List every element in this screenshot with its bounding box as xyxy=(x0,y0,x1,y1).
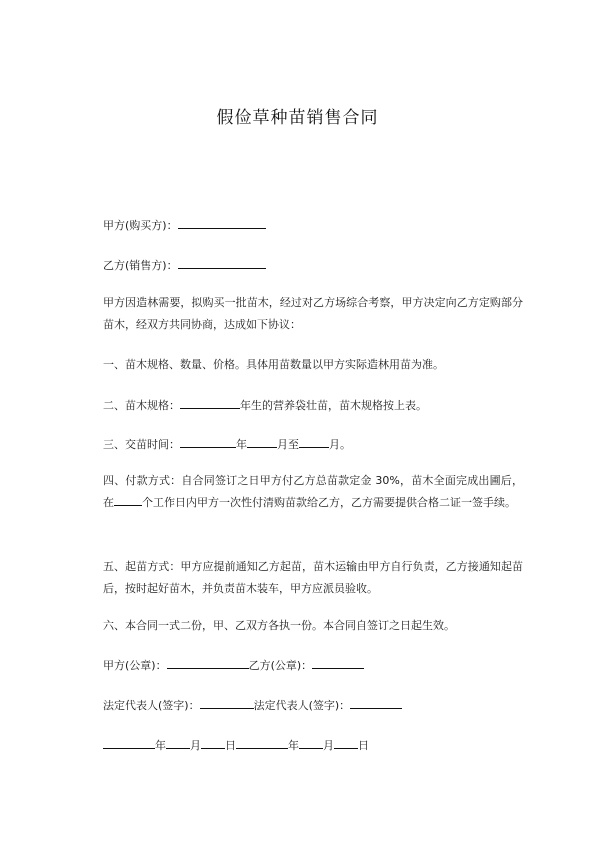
clause-3-month-end: 月。 xyxy=(329,438,351,451)
date-b-day: 日 xyxy=(358,739,369,752)
clause-4-blank xyxy=(114,495,142,506)
seal-a-label: 甲方(公章)： xyxy=(103,659,167,672)
party-b-label: 乙方(销售方)： xyxy=(103,259,178,272)
clause-2 xyxy=(103,398,427,412)
clause-3-year: 年 xyxy=(236,438,247,451)
seal-b-label: 乙方(公章)： xyxy=(248,659,313,672)
party-b-blank xyxy=(178,258,266,269)
party-b-line xyxy=(103,258,266,272)
rep-a-blank xyxy=(200,698,254,709)
party-a-line xyxy=(103,218,266,232)
date-b-month: 月 xyxy=(323,739,334,752)
clause-3-month-to: 月至 xyxy=(277,438,299,451)
clause-2-prefix: 二、苗木规格： xyxy=(103,399,180,412)
seal-line xyxy=(103,658,364,672)
date-b-day-blank xyxy=(334,738,358,749)
party-a-blank xyxy=(178,218,266,229)
clause-6: 六、本合同一式二份，甲、乙双方各执一份。本合同自签订之日起生效。 xyxy=(103,619,455,632)
date-b-year: 年 xyxy=(288,739,299,752)
rep-line xyxy=(103,698,402,712)
clause-3-year-blank xyxy=(180,437,236,448)
clause-4-part2: 个工作日内甲方一次性付清购苗款给乙方，乙方需要提供合格二证一签手续。 xyxy=(142,496,516,509)
document-title: 假俭草种苗销售合同 xyxy=(216,108,379,128)
date-a-year: 年 xyxy=(155,739,166,752)
clause-1: 一、苗木规格、数量、价格。具体用苗数量以甲方实际造林用苗为准。 xyxy=(103,358,444,371)
date-a-day: 日 xyxy=(225,739,236,752)
clause-5: 五、起苗方式：甲方应提前通知乙方起苗，苗木运输由甲方自行负责，乙方接通知起苗后，按时起好苗木，并负责苗木装车，甲方应派员验收。 xyxy=(103,560,523,595)
rep-a-label: 法定代表人(签字)： xyxy=(103,699,200,712)
clause-3-prefix: 三、交苗时间： xyxy=(103,438,180,451)
date-b-year-blank xyxy=(236,738,288,749)
clause-2-blank xyxy=(180,398,240,409)
date-line xyxy=(103,738,369,752)
date-a-month: 月 xyxy=(190,739,201,752)
clause-3-month-end-blank xyxy=(299,437,329,448)
rep-b-blank xyxy=(350,698,402,709)
clause-3 xyxy=(103,437,351,451)
rep-b-label: 法定代表人(签字)： xyxy=(253,699,351,712)
clause-4-part1: 四、付款方式：自合同签订之日甲方付乙方总苗款定金 30%，苗木全面完成出圃后，在 xyxy=(103,474,523,509)
date-a-year-blank xyxy=(103,738,155,749)
clause-3-month-blank xyxy=(247,437,277,448)
clause-4 xyxy=(103,470,523,514)
clause-2-suffix: 年生的营养袋壮苗，苗木规格按上表。 xyxy=(240,399,427,412)
party-a-label: 甲方(购买方)： xyxy=(103,219,178,232)
intro-paragraph: 甲方因造林需要，拟购买一批苗木，经过对乙方场综合考察，甲方决定向乙方定购部分苗木，经双方共同协商，达成如下协议： xyxy=(103,296,523,331)
seal-b-blank xyxy=(312,658,364,669)
date-a-month-blank xyxy=(166,738,190,749)
date-b-month-blank xyxy=(299,738,323,749)
date-a-day-blank xyxy=(201,738,225,749)
seal-a-blank xyxy=(167,658,249,669)
